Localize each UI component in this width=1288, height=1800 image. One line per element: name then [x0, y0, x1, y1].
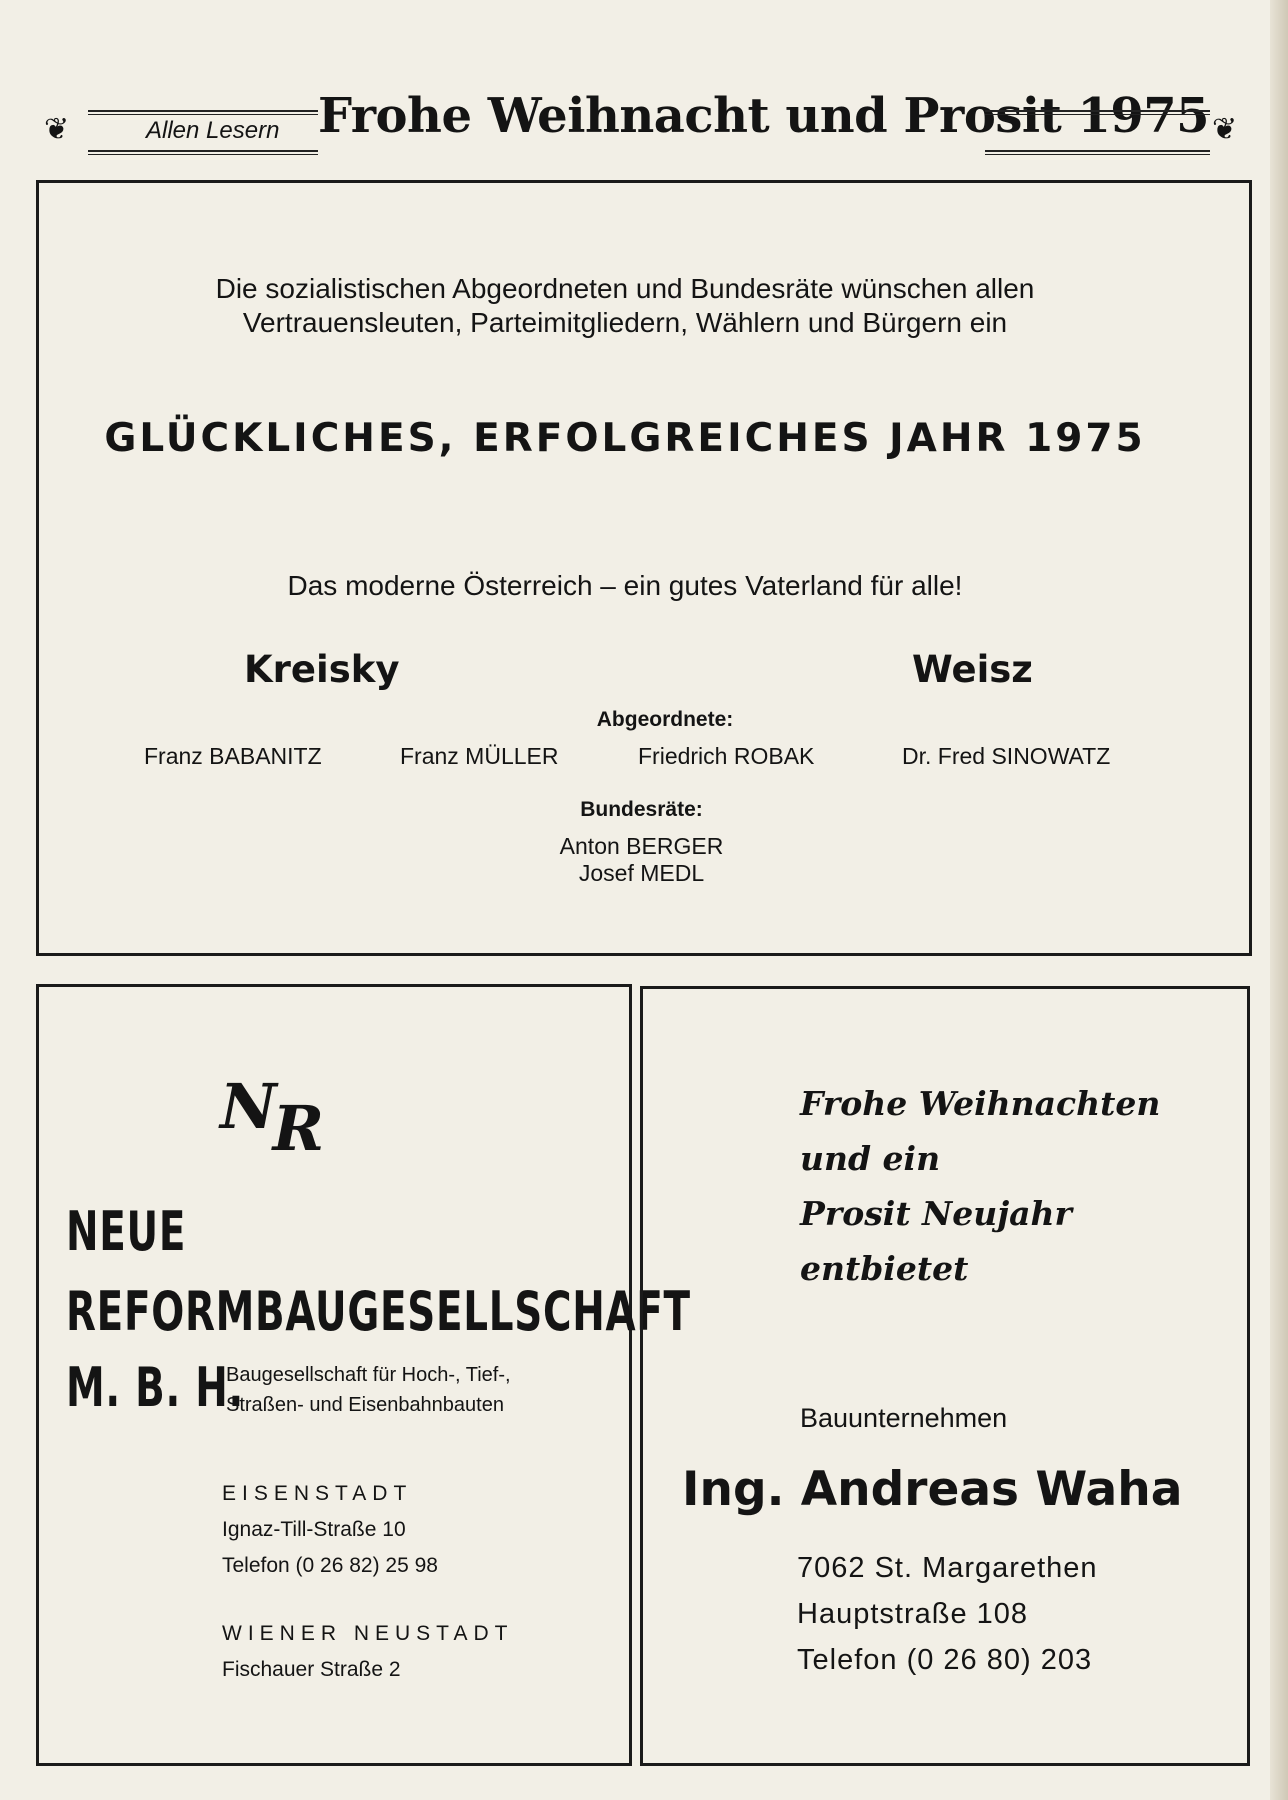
deputies-label: Abgeordnete:: [596, 708, 734, 731]
waha-address: [797, 1545, 1098, 1683]
company-name-line-1: NEUE: [66, 1200, 187, 1263]
city-eisenstadt: EISENSTADT: [222, 1482, 413, 1505]
councillors-label: Bundesräte:: [580, 798, 703, 821]
company-name-line-2: REFORMBAUGESELLSCHAFT: [66, 1280, 691, 1343]
wiener-neustadt-address: [222, 1616, 513, 1688]
greeting-text: [40, 272, 1210, 340]
councillor-name: Josef MEDL: [578, 860, 705, 886]
header-rule-bottom-right: [985, 150, 1210, 155]
waha-address-line-1: 7062 St. Margarethen: [797, 1552, 1098, 1584]
waha-phone: Telefon (0 26 80) 203: [797, 1644, 1093, 1676]
eisenstadt-address: [222, 1476, 438, 1584]
company-description: [226, 1360, 511, 1420]
company-name-line-3: M. B. H.: [66, 1356, 245, 1419]
nr-logo-n: N: [220, 1070, 277, 1143]
waha-greeting: [800, 1076, 1160, 1296]
motto: Das moderne Österreich – ein gutes Vaterland für alle!: [287, 570, 963, 601]
header-title: Frohe Weihnacht und Prosit 1975: [318, 88, 1210, 144]
nr-logo: [220, 1070, 328, 1165]
header-rule-bottom-left: [88, 150, 318, 155]
header-rule-top-right: [985, 110, 1210, 115]
waha-greeting-line-1: Frohe Weihnachten: [800, 1084, 1161, 1123]
description-line-1: Baugesellschaft für Hoch-, Tief-,: [226, 1364, 511, 1386]
waha-greeting-line-2: und ein: [800, 1139, 941, 1178]
deputy-name: Friedrich ROBAK: [638, 743, 815, 769]
councillor-name: Anton BERGER: [559, 833, 724, 859]
city-wiener-neustadt: WIENER NEUSTADT: [222, 1622, 514, 1645]
greeting-line-2: Vertrauensleuten, Parteimitgliedern, Wählern und Bürgern ein: [242, 307, 1008, 338]
ornament-right-icon: ❦: [1212, 112, 1238, 147]
waha-greeting-line-3: Prosit Neujahr: [800, 1194, 1072, 1233]
business-type: Bauunternehmen: [800, 1403, 1008, 1433]
business-name: Ing. Andreas Waha: [682, 1462, 1183, 1517]
header-rule-top-left: [88, 110, 318, 115]
deputy-name: Dr. Fred SINOWATZ: [902, 743, 1111, 769]
waha-greeting-line-4: entbietet: [800, 1249, 969, 1288]
leader-right: Weisz: [912, 648, 1033, 691]
deputy-name: Franz MÜLLER: [400, 743, 559, 769]
new-year-wish: GLÜCKLICHES, ERFOLGREICHES JAHR 1975: [104, 416, 1146, 461]
leader-left: Kreisky: [244, 648, 400, 691]
description-line-2: Straßen- und Eisenbahnbauten: [226, 1394, 504, 1416]
street-eisenstadt: Ignaz-Till-Straße 10: [222, 1518, 406, 1541]
street-wiener-neustadt: Fischauer Straße 2: [222, 1658, 401, 1681]
header-small-text: Allen Lesern: [146, 117, 280, 144]
greeting-line-1: Die sozialistischen Abgeordneten und Bundesräte wünschen allen: [215, 273, 1035, 304]
ornament-left-icon: ❦: [44, 112, 70, 147]
phone-eisenstadt: Telefon (0 26 82) 25 98: [222, 1554, 438, 1577]
deputy-name: Franz BABANITZ: [144, 743, 322, 769]
waha-address-line-2: Hauptstraße 108: [797, 1598, 1029, 1630]
nr-logo-r: R: [272, 1092, 325, 1165]
page-edge: [1270, 0, 1288, 1800]
